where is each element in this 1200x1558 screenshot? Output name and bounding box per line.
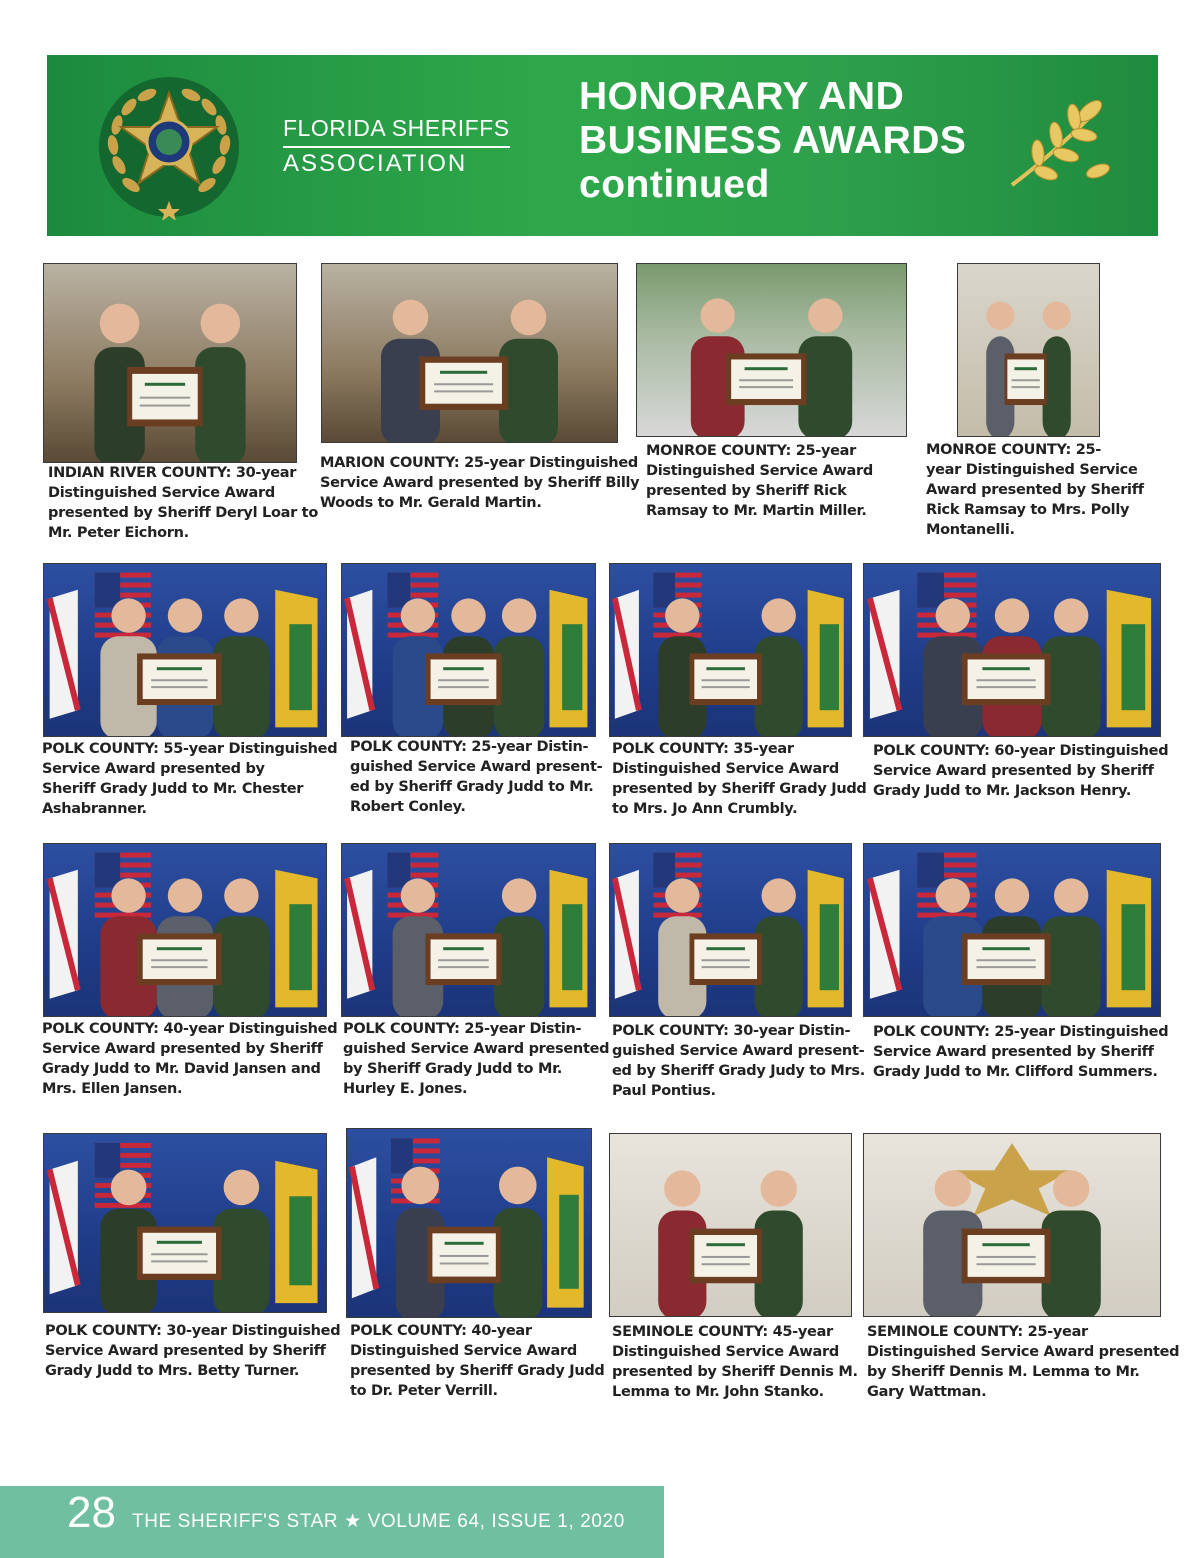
caption-line: POLK COUNTY: 25-year Distin-	[343, 1021, 582, 1037]
caption-line: ed by Sheriff Grady Judd to Mr.	[350, 779, 594, 795]
caption-line: Service Award presented by Sheriff	[873, 763, 1154, 779]
caption-line: Robert Conley.	[350, 799, 466, 815]
caption-line: POLK COUNTY: 60-year Distinguished	[873, 743, 1169, 759]
award-photo	[863, 563, 1161, 737]
photo-caption	[42, 1019, 352, 1099]
award-photo	[43, 563, 327, 737]
photo-caption	[48, 463, 338, 543]
header-banner	[47, 55, 1158, 236]
association-line2: ASSOCIATION	[283, 150, 468, 177]
certificate-paper	[968, 659, 1045, 699]
caption-line: POLK COUNTY: 35-year	[612, 741, 794, 757]
caption-line: presented by Sheriff Grady Judd	[350, 1363, 605, 1379]
caption-line: POLK COUNTY: 30-year Distinguished	[45, 1323, 341, 1339]
certificate-paper	[431, 659, 497, 699]
caption-line: Distinguished Service Award	[612, 761, 839, 777]
photo-caption	[926, 440, 1176, 540]
award-photo	[863, 1133, 1161, 1317]
caption-line: Grady Judd to Mr. Jackson Henry.	[873, 783, 1132, 799]
photo-caption	[873, 1022, 1183, 1082]
certificate-paper	[1007, 359, 1044, 399]
award-photo	[321, 263, 618, 443]
caption-line: Service Award presented by Sheriff	[873, 1044, 1154, 1060]
caption-line: presented by Sheriff Rick	[646, 483, 847, 499]
caption-line: MONROE COUNTY: 25-	[926, 442, 1101, 458]
association-name	[283, 115, 510, 178]
caption-line: Service Award presented by Sheriff	[42, 1041, 323, 1057]
caption-line: Distinguished Service Award	[612, 1344, 839, 1360]
caption-line: presented by Sheriff Grady Judd	[612, 781, 867, 797]
caption-line: by Sheriff Dennis M. Lemma to Mr.	[867, 1364, 1140, 1380]
award-photo	[636, 263, 907, 437]
award-photo	[346, 1128, 592, 1318]
sheriff-star-seal-icon	[97, 75, 242, 220]
caption-line: by Sheriff Grady Judd to Mr.	[343, 1061, 563, 1077]
caption-line: presented by Sheriff Dennis M.	[612, 1364, 858, 1380]
caption-line: year Distinguished Service	[926, 462, 1138, 478]
award-photo	[43, 843, 327, 1017]
photo-caption	[612, 739, 882, 819]
photo-caption	[42, 739, 352, 819]
certificate-paper	[694, 659, 757, 699]
association-line1: FLORIDA SHERIFFS	[283, 115, 510, 148]
award-photo	[609, 1133, 852, 1317]
caption-line: SEMINOLE COUNTY: 45-year	[612, 1324, 833, 1340]
caption-line: MONROE COUNTY: 25-year	[646, 443, 857, 459]
certificate-paper	[694, 939, 757, 979]
caption-line: Ashabranner.	[42, 801, 147, 817]
award-photo	[609, 563, 852, 737]
certificate-paper	[731, 359, 801, 399]
award-photo	[957, 263, 1100, 437]
caption-line: Distinguished Service Award	[646, 463, 873, 479]
certificate-paper	[143, 659, 216, 699]
photo-caption	[612, 1021, 882, 1101]
caption-line: Montanelli.	[926, 522, 1015, 538]
caption-line: presented by Sheriff Deryl Loar to	[48, 505, 318, 521]
caption-line: Award presented by Sheriff	[926, 482, 1144, 498]
certificate-paper	[432, 1233, 495, 1276]
caption-line: guished Service Award present-	[612, 1043, 865, 1059]
photo-caption	[646, 441, 926, 521]
page-footer	[0, 1486, 664, 1558]
certificate-paper	[143, 939, 216, 979]
caption-line: Mrs. Ellen Jansen.	[42, 1081, 183, 1097]
caption-line: Service Award presented by	[42, 761, 265, 777]
caption-line: Grady Judd to Mr. David Jansen and	[42, 1061, 321, 1077]
certificate-paper	[694, 1235, 757, 1277]
certificate-paper	[431, 939, 497, 979]
caption-line: Ramsay to Mr. Martin Miller.	[646, 503, 867, 519]
caption-line: to Dr. Peter Verrill.	[350, 1383, 498, 1399]
wall-star-emblem	[953, 1143, 1071, 1216]
caption-line: SEMINOLE COUNTY: 25-year	[867, 1324, 1088, 1340]
award-photo	[863, 843, 1161, 1017]
caption-line: Distinguished Service Award	[350, 1343, 577, 1359]
caption-line: Hurley E. Jones.	[343, 1081, 468, 1097]
caption-line: guished Service Award present-	[350, 759, 603, 775]
page-title	[579, 75, 966, 207]
caption-line: Service Award presented by Sheriff Billy	[320, 475, 640, 491]
caption-line: POLK COUNTY: 40-year Distinguished	[42, 1021, 338, 1037]
certificate-paper	[968, 939, 1045, 979]
photo-caption	[320, 453, 650, 513]
caption-line: INDIAN RIVER COUNTY: 30-year	[48, 465, 297, 481]
caption-line: Woods to Mr. Gerald Martin.	[320, 495, 542, 511]
caption-line: to Mrs. Jo Ann Crumbly.	[612, 801, 798, 817]
photo-caption	[873, 741, 1183, 801]
caption-line: Lemma to Mr. John Stanko.	[612, 1384, 824, 1400]
page-number: 28	[67, 1488, 116, 1537]
caption-line: Service Award presented by Sheriff	[45, 1343, 326, 1359]
page-title-line3: continued	[579, 163, 770, 206]
award-photo	[43, 263, 297, 463]
photo-caption	[867, 1322, 1187, 1402]
photo-caption	[45, 1321, 355, 1381]
caption-line: Paul Pontius.	[612, 1083, 716, 1099]
photo-caption	[350, 1321, 615, 1401]
page-title-line1: HONORARY AND	[579, 75, 905, 118]
caption-line: POLK COUNTY: 25-year Distinguished	[873, 1024, 1169, 1040]
photo-caption	[612, 1322, 882, 1402]
caption-line: Sheriff Grady Judd to Mr. Chester	[42, 781, 304, 797]
award-photo	[341, 563, 596, 737]
caption-line: Mr. Peter Eichorn.	[48, 525, 189, 541]
award-photo	[609, 843, 852, 1017]
caption-line: guished Service Award presented	[343, 1041, 610, 1057]
caption-line: MARION COUNTY: 25-year Distinguished	[320, 455, 638, 471]
caption-line: ed by Sheriff Grady Judy to Mrs.	[612, 1063, 865, 1079]
gold-laurel-branch-icon	[1002, 95, 1112, 195]
caption-line: Grady Judd to Mrs. Betty Turner.	[45, 1363, 300, 1379]
caption-line: POLK COUNTY: 40-year	[350, 1323, 532, 1339]
caption-line: Distinguished Service Award	[48, 485, 275, 501]
caption-line: Distinguished Service Award presented	[867, 1344, 1180, 1360]
award-photo	[43, 1133, 327, 1313]
award-photo	[341, 843, 596, 1017]
caption-line: POLK COUNTY: 30-year Distin-	[612, 1023, 851, 1039]
photo-caption	[343, 1019, 623, 1099]
caption-line: POLK COUNTY: 25-year Distin-	[350, 739, 589, 755]
magazine-issue-line: THE SHERIFF'S STAR ★ VOLUME 64, ISSUE 1, 2020	[132, 1511, 625, 1532]
photo-caption	[350, 737, 620, 817]
caption-line: Grady Judd to Mr. Clifford Summers.	[873, 1064, 1158, 1080]
caption-line: Gary Wattman.	[867, 1384, 987, 1400]
page-title-line2: BUSINESS AWARDS	[579, 119, 967, 162]
caption-line: POLK COUNTY: 55-year Distinguished	[42, 741, 338, 757]
caption-line: Rick Ramsay to Mrs. Polly	[926, 502, 1130, 518]
certificate-paper	[968, 1235, 1045, 1277]
